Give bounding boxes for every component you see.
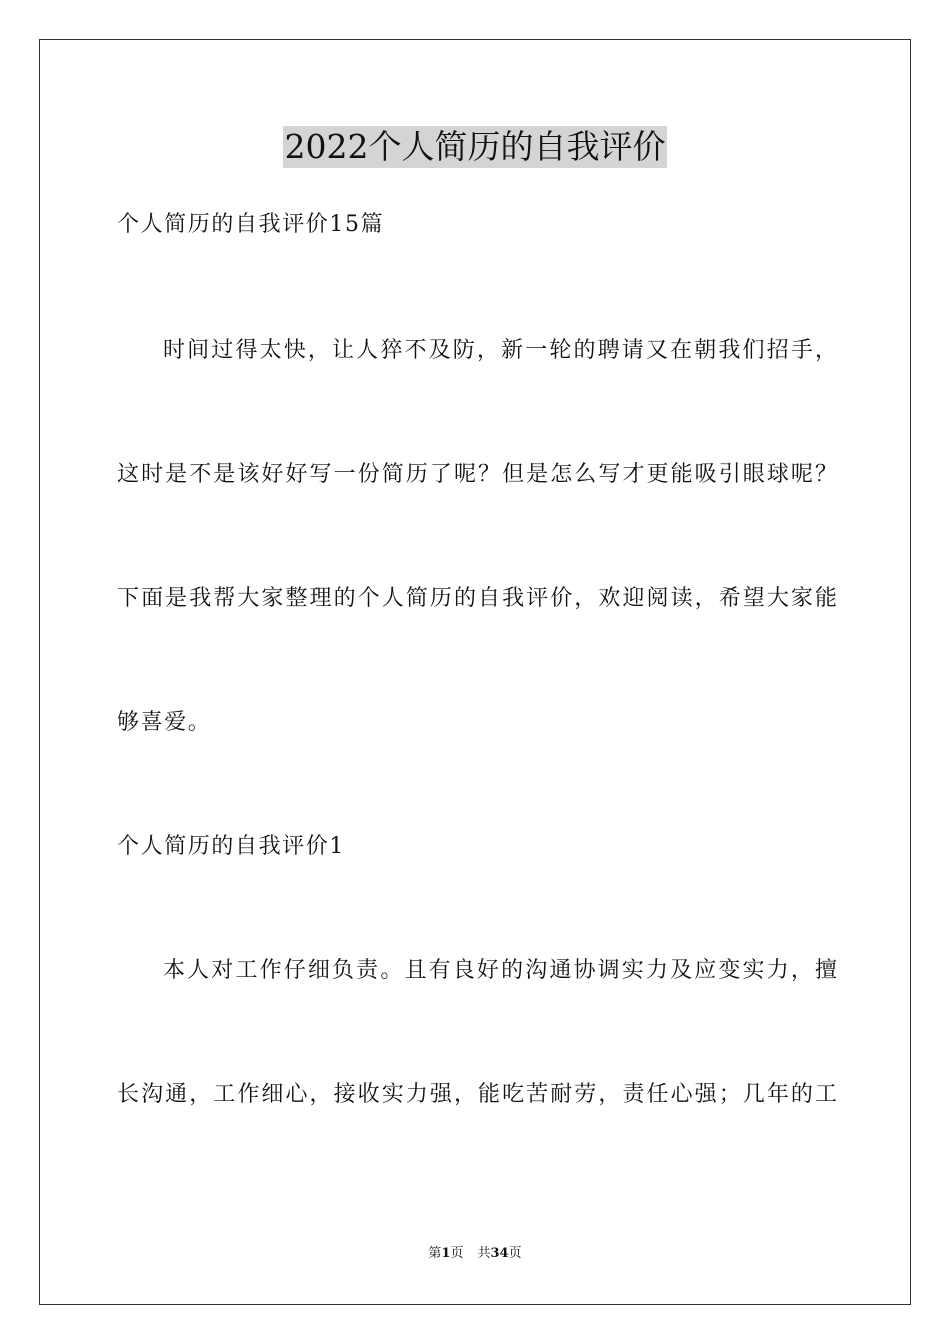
document-title: 2022个人简历的自我评价 — [284, 127, 666, 166]
page-number: 1 — [441, 1246, 451, 1261]
paragraph-line: 下面是我帮大家整理的个人简历的自我评价，欢迎阅读，希望大家能 — [117, 586, 837, 611]
section-heading: 个人简历的自我评价1 — [117, 834, 345, 859]
page-footer — [0, 1245, 950, 1263]
total-suffix: 页 — [508, 1246, 522, 1261]
page-prefix: 第 — [428, 1246, 442, 1261]
paragraph-line: 长沟通，工作细心，接收实力强，能吃苦耐劳，责任心强；几年的工 — [117, 1082, 837, 1107]
total-prefix: 共 — [477, 1246, 491, 1261]
paragraph-line: 够喜爱。 — [117, 710, 212, 735]
paragraph-line: 时间过得太快，让人猝不及防，新一轮的聘请又在朝我们招手， — [163, 338, 837, 363]
page-suffix: 页 — [450, 1246, 464, 1261]
total-pages: 34 — [490, 1246, 509, 1261]
subtitle-line: 个人简历的自我评价15篇 — [117, 212, 385, 237]
title-container — [0, 126, 950, 168]
paragraph-line: 这时是不是该好好写一份简历了呢？但是怎么写才更能吸引眼球呢？ — [117, 462, 837, 487]
paragraph-line: 本人对工作仔细负责。且有良好的沟通协调实力及应变实力，擅 — [163, 958, 837, 983]
